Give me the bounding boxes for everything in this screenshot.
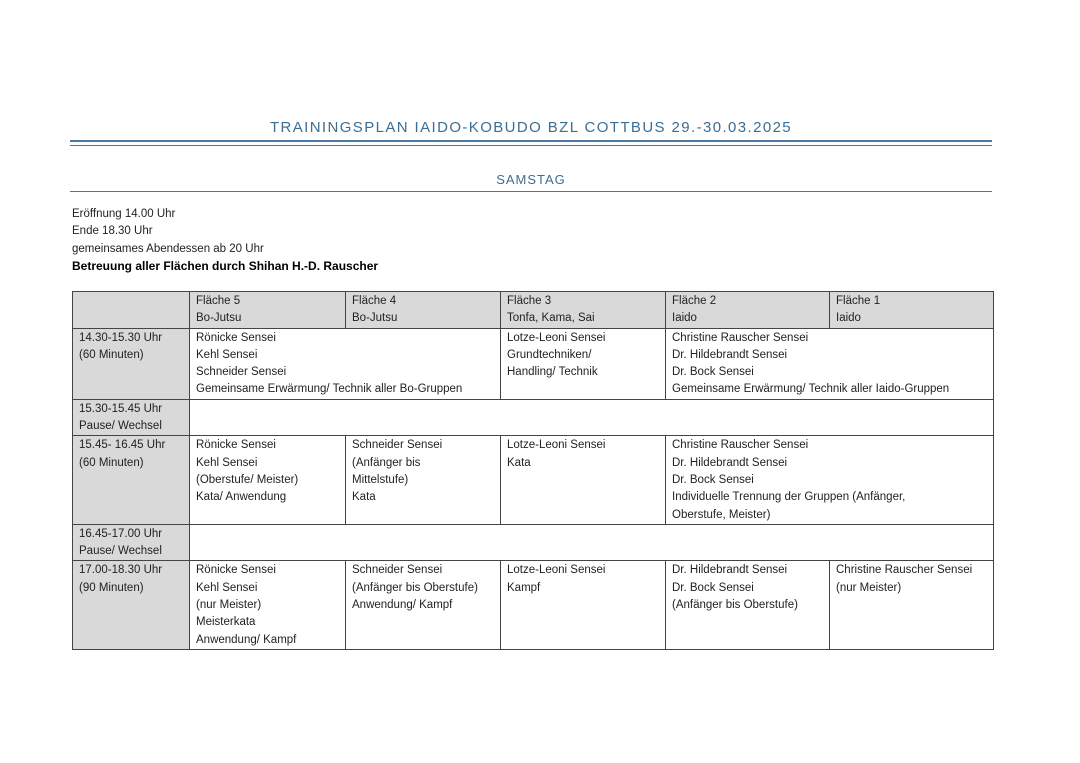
table-row (73, 436, 994, 524)
document-title: TRAININGSPLAN IAIDO-KOBUDO BZL COTTBUS 29.-30.03.2025 (269, 119, 793, 136)
session-cell-flaeche-3: Lotze-Leoni Sensei Kampf (501, 561, 666, 649)
header-flaeche-3: Fläche 3 Tonfa, Kama, Sai (501, 292, 666, 329)
time-cell: 14.30-15.30 Uhr (60 Minuten) (73, 328, 190, 399)
header-flaeche-2: Fläche 2 Iaido (666, 292, 830, 329)
header-flaeche-4: Fläche 4 Bo-Jutsu (346, 292, 501, 329)
closing-time: Ende 18.30 Uhr (72, 225, 153, 238)
dinner-info: gemeinsames Abendessen ab 20 Uhr (72, 242, 264, 255)
session-cell-flaeche-5: Rönicke Sensei Kehl Sensei (Oberstufe/ Meister) Kata/ Anwendung (190, 436, 346, 524)
title-divider (70, 140, 992, 146)
header-flaeche-5: Fläche 5 Bo-Jutsu (190, 292, 346, 329)
table-row (73, 328, 994, 399)
training-schedule-table (72, 291, 994, 650)
table-row (73, 399, 994, 436)
header-time-cell (73, 292, 190, 329)
supervision-note: Betreuung aller Flächen durch Shihan H.-D. Rauscher (72, 258, 379, 273)
table-row (73, 561, 994, 649)
table-row (73, 524, 994, 561)
day-divider (70, 191, 992, 192)
break-cell (190, 399, 994, 436)
session-cell-flaeche-1: Christine Rauscher Sensei (nur Meister) (830, 561, 994, 649)
day-heading: SAMSTAG (496, 172, 566, 187)
header-flaeche-1: Fläche 1 Iaido (830, 292, 994, 329)
session-cell-flaeche-3: Lotze-Leoni Sensei Grundtechniken/ Handling/ Technik (501, 328, 666, 399)
time-cell: 17.00-18.30 Uhr (90 Minuten) (73, 561, 190, 649)
time-cell: 15.30-15.45 Uhr Pause/ Wechsel (73, 399, 190, 436)
session-cell-iaido: Christine Rauscher Sensei Dr. Hildebrandt Sensei Dr. Bock Sensei Individuelle Trennung der Gruppen (Anfänger, Oberstufe, Meister) (666, 436, 994, 524)
session-cell-flaeche-3: Lotze-Leoni Sensei Kata (501, 436, 666, 524)
session-cell-iaido: Christine Rauscher Sensei Dr. Hildebrandt Sensei Dr. Bock Sensei Gemeinsame Erwärmung/ Technik aller Iaido-Gruppen (666, 328, 994, 399)
time-cell: 15.45- 16.45 Uhr (60 Minuten) (73, 436, 190, 524)
table-header-row (73, 292, 994, 329)
session-cell-bo-jutsu: Rönicke Sensei Kehl Sensei Schneider Sensei Gemeinsame Erwärmung/ Technik aller Bo-Gruppen (190, 328, 501, 399)
session-cell-flaeche-2: Dr. Hildebrandt Sensei Dr. Bock Sensei (Anfänger bis Oberstufe) (666, 561, 830, 649)
opening-time: Eröffnung 14.00 Uhr (72, 208, 176, 220)
session-cell-flaeche-4: Schneider Sensei (Anfänger bis Oberstufe) Anwendung/ Kampf (346, 561, 501, 649)
session-cell-flaeche-4: Schneider Sensei (Anfänger bis Mittelstufe) Kata (346, 436, 501, 524)
event-info (72, 206, 378, 275)
time-cell: 16.45-17.00 Uhr Pause/ Wechsel (73, 524, 190, 561)
break-cell (190, 524, 994, 561)
session-cell-flaeche-5: Rönicke Sensei Kehl Sensei (nur Meister) Meisterkata Anwendung/ Kampf (190, 561, 346, 649)
